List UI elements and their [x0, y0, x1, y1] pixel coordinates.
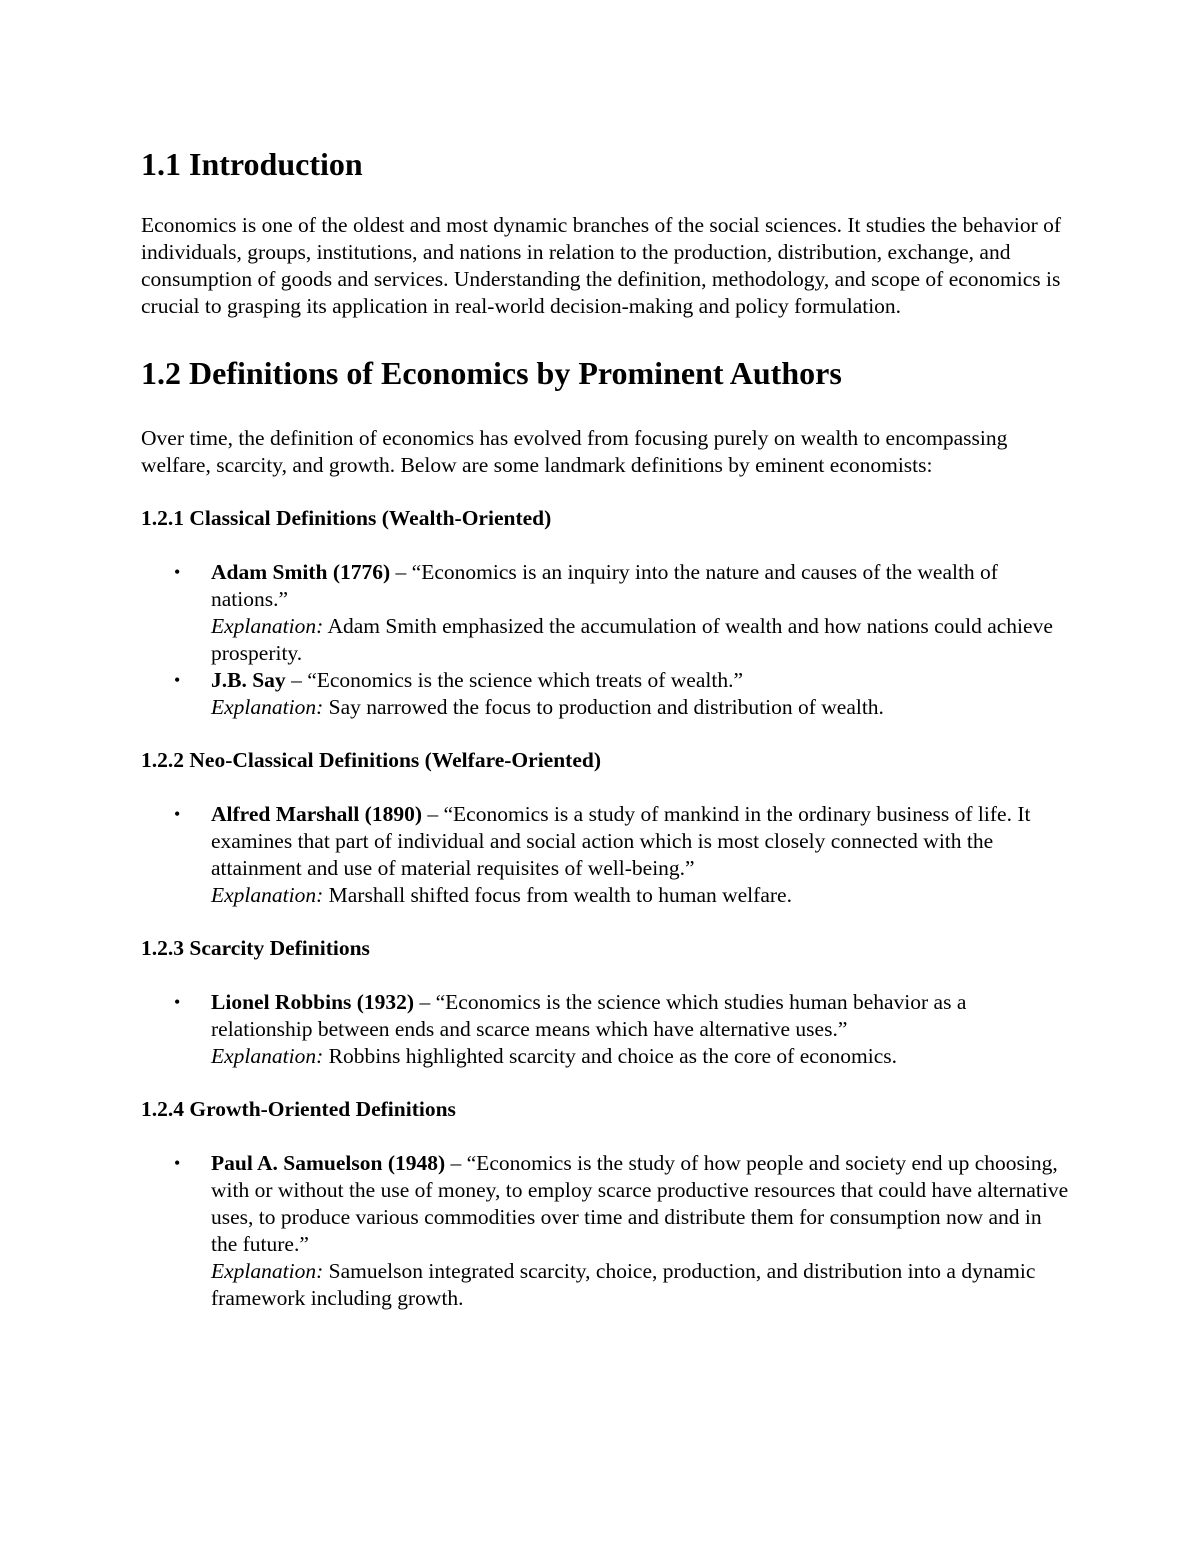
- definition-line: [211, 801, 1071, 882]
- bullet-icon: •: [174, 562, 181, 582]
- definition-quote: – “Economics is a study of mankind in the ordinary business of life. It examines that part of individual and social action which is most closely connected with the attainment and use of material requisites of well-being.”: [211, 802, 1031, 880]
- explanation-label: Explanation:: [211, 1259, 324, 1283]
- list-item-lionel-robbins: [141, 989, 1071, 1070]
- definition-quote: – “Economics is the study of how people and society end up choosing, with or without the use of money, to employ scarce productive resources that could have alternative uses, to produce various commodities over time and distribute them for consumption now and in the future.”: [211, 1151, 1069, 1256]
- classical-definitions-list: [141, 559, 1071, 721]
- heading-neoclassical-definitions: 1.2.2 Neo-Classical Definitions (Welfare-Oriented): [141, 748, 601, 772]
- bullet-icon: •: [174, 992, 181, 1012]
- list-item-adam-smith: [141, 559, 1071, 667]
- list-item-jb-say: [141, 667, 1071, 721]
- author-name: Lionel Robbins (1932): [211, 990, 415, 1014]
- paragraph-definitions: Over time, the definition of economics has evolved from focusing purely on wealth to encompassing welfare, scarcity, and growth. Below are some landmark definitions by eminent economists:: [141, 426, 1008, 477]
- bullet-icon: •: [174, 804, 181, 824]
- explanation-text: Adam Smith emphasized the accumulation of wealth and how nations could achieve prosperity.: [211, 614, 1053, 665]
- definition-line: [211, 559, 1071, 613]
- bullet-icon: •: [174, 1153, 181, 1173]
- list-item-alfred-marshall: [141, 801, 1071, 909]
- bullet-icon: •: [174, 670, 181, 690]
- explanation-label: Explanation:: [211, 1044, 324, 1068]
- explanation-text: Robbins highlighted scarcity and choice as the core of economics.: [323, 1044, 898, 1068]
- author-name: Paul A. Samuelson (1948): [211, 1151, 446, 1175]
- paragraph-introduction: Economics is one of the oldest and most dynamic branches of the social sciences. It studies the behavior of individuals, groups, institutions, and nations in relation to the production, distribution, exchange, and consumption of goods and services. Understanding the definition, methodology, and scope of economics is crucial to grasping its application in real-world decision-making and policy formulation.: [141, 213, 1062, 318]
- author-name: Adam Smith (1776): [211, 560, 391, 584]
- list-item-paul-samuelson: [141, 1150, 1071, 1312]
- explanation-text: Samuelson integrated scarcity, choice, production, and distribution into a dynamic framework including growth.: [211, 1259, 1036, 1310]
- heading-classical-definitions: 1.2.1 Classical Definitions (Wealth-Oriented): [141, 506, 552, 530]
- explanation-line: [211, 1043, 1071, 1070]
- explanation-text: Marshall shifted focus from wealth to human welfare.: [323, 883, 792, 907]
- heading-introduction: 1.1 Introduction: [141, 146, 363, 182]
- growth-definitions-list: [141, 1150, 1071, 1312]
- neoclassical-definitions-list: [141, 801, 1071, 909]
- explanation-label: Explanation:: [211, 883, 324, 907]
- explanation-line: [211, 694, 1071, 721]
- heading-scarcity-definitions: 1.2.3 Scarcity Definitions: [141, 936, 370, 960]
- explanation-label: Explanation:: [211, 614, 324, 638]
- definition-quote: – “Economics is the science which studies human behavior as a relationship between ends and scarce means which have alternative uses.”: [211, 990, 967, 1041]
- definition-line: [211, 989, 1071, 1043]
- author-name: J.B. Say: [211, 668, 286, 692]
- document-page: [141, 140, 1071, 1312]
- definition-quote: – “Economics is an inquiry into the nature and causes of the wealth of nations.”: [211, 560, 998, 611]
- scarcity-definitions-list: [141, 989, 1071, 1070]
- explanation-line: [211, 613, 1071, 667]
- heading-growth-definitions: 1.2.4 Growth-Oriented Definitions: [141, 1097, 456, 1121]
- explanation-label: Explanation:: [211, 695, 324, 719]
- explanation-line: [211, 882, 1071, 909]
- explanation-text: Say narrowed the focus to production and distribution of wealth.: [323, 695, 884, 719]
- explanation-line: [211, 1258, 1071, 1312]
- definition-line: [211, 667, 1071, 694]
- author-name: Alfred Marshall (1890): [211, 802, 422, 826]
- definition-quote: – “Economics is the science which treats of wealth.”: [285, 668, 743, 692]
- heading-definitions: 1.2 Definitions of Economics by Prominent Authors: [141, 355, 842, 391]
- definition-line: [211, 1150, 1071, 1258]
